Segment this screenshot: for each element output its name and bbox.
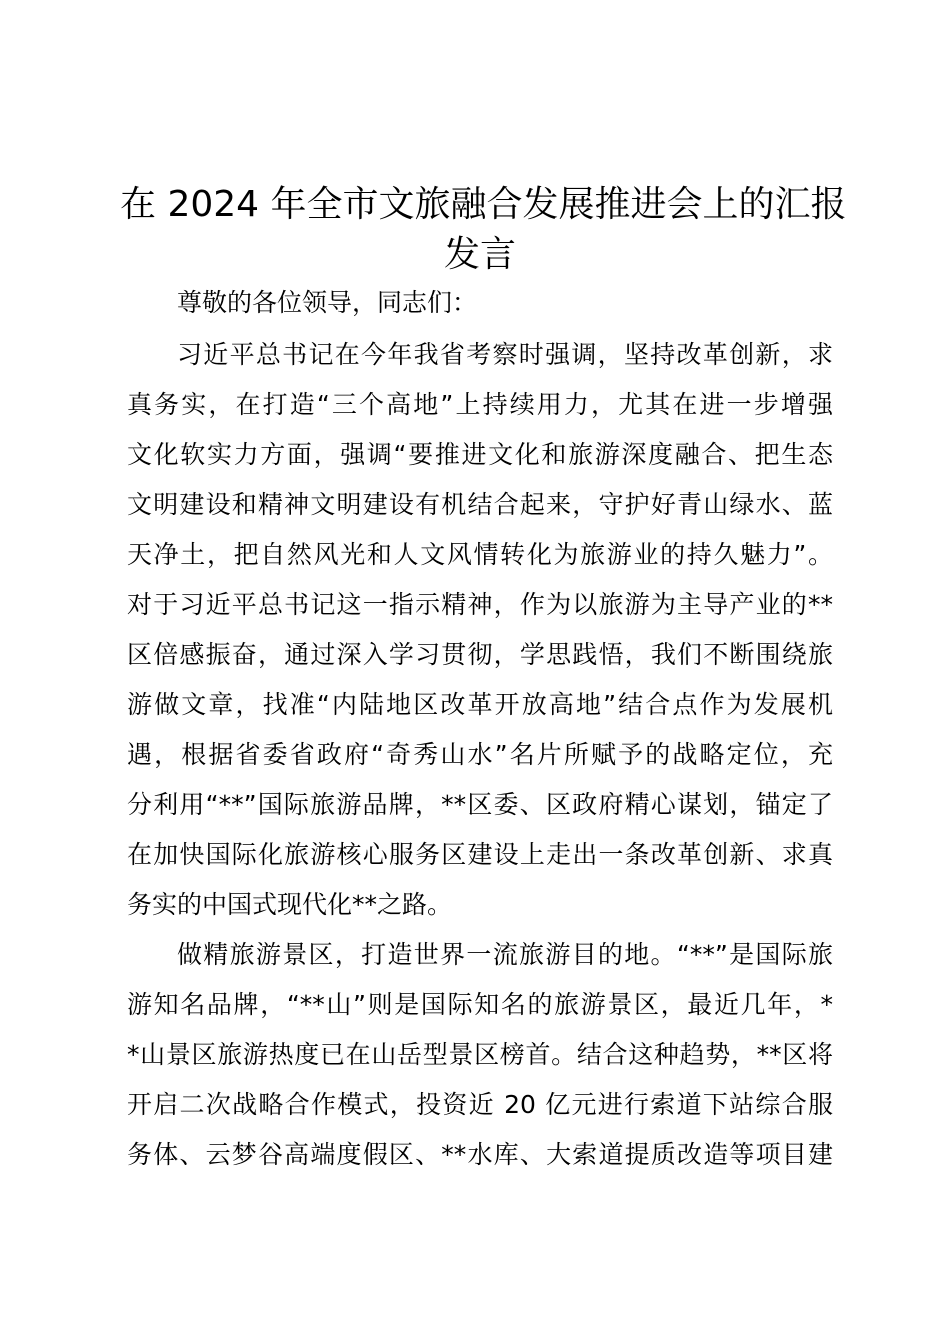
paragraph-line: 务实的中国式现代化**之路。 [127, 890, 453, 919]
paragraph-line: 务体、云梦谷高端度假区、**水库、大索道提质改造等项目建 [127, 1140, 833, 1169]
paragraph-line: 习近平总书记在今年我省考察时强调，坚持改革创新，求 [177, 340, 833, 369]
paragraph-line: 遇，根据省委省政府“奇秀山水”名片所赋予的战略定位，充 [127, 740, 833, 769]
paragraph-line: 在加快国际化旅游核心服务区建设上走出一条改革创新、求真 [127, 840, 833, 869]
salutation: 尊敬的各位领导，同志们： [177, 288, 478, 317]
paragraph-line: 游知名品牌，“**山”则是国际知名的旅游景区，最近几年，* [127, 990, 833, 1019]
paragraph-line: 做精旅游景区，打造世界一流旅游目的地。“**”是国际旅 [177, 940, 833, 969]
paragraph-line: 开启二次战略合作模式，投资近 20 亿元进行索道下站综合服 [127, 1090, 833, 1119]
paragraph-line: *山景区旅游热度已在山岳型景区榜首。结合这种趋势，**区将 [127, 1040, 833, 1069]
document-title-line-2: 发言 [443, 234, 516, 275]
paragraph-line: 文化软实力方面，强调“要推进文化和旅游深度融合、把生态 [127, 440, 833, 469]
paragraph-line: 天净土，把自然风光和人文风情转化为旅游业的持久魅力”。 [127, 540, 833, 569]
document-title-line-1: 在 2024 年全市文旅融合发展推进会上的汇报 [120, 184, 847, 225]
paragraph-line: 文明建设和精神文明建设有机结合起来，守护好青山绿水、蓝 [127, 490, 833, 519]
paragraph-line: 分利用“**”国际旅游品牌，**区委、区政府精心谋划，锚定了 [127, 790, 833, 819]
paragraph-line: 区倍感振奋，通过深入学习贯彻，学思践悟，我们不断围绕旅 [127, 640, 833, 669]
paragraph-line: 真务实，在打造“三个高地”上持续用力，尤其在进一步增强 [127, 390, 833, 419]
paragraph-line: 对于习近平总书记这一指示精神，作为以旅游为主导产业的** [127, 590, 833, 619]
paragraph-line: 游做文章，找准“内陆地区改革开放高地”结合点作为发展机 [127, 690, 833, 719]
